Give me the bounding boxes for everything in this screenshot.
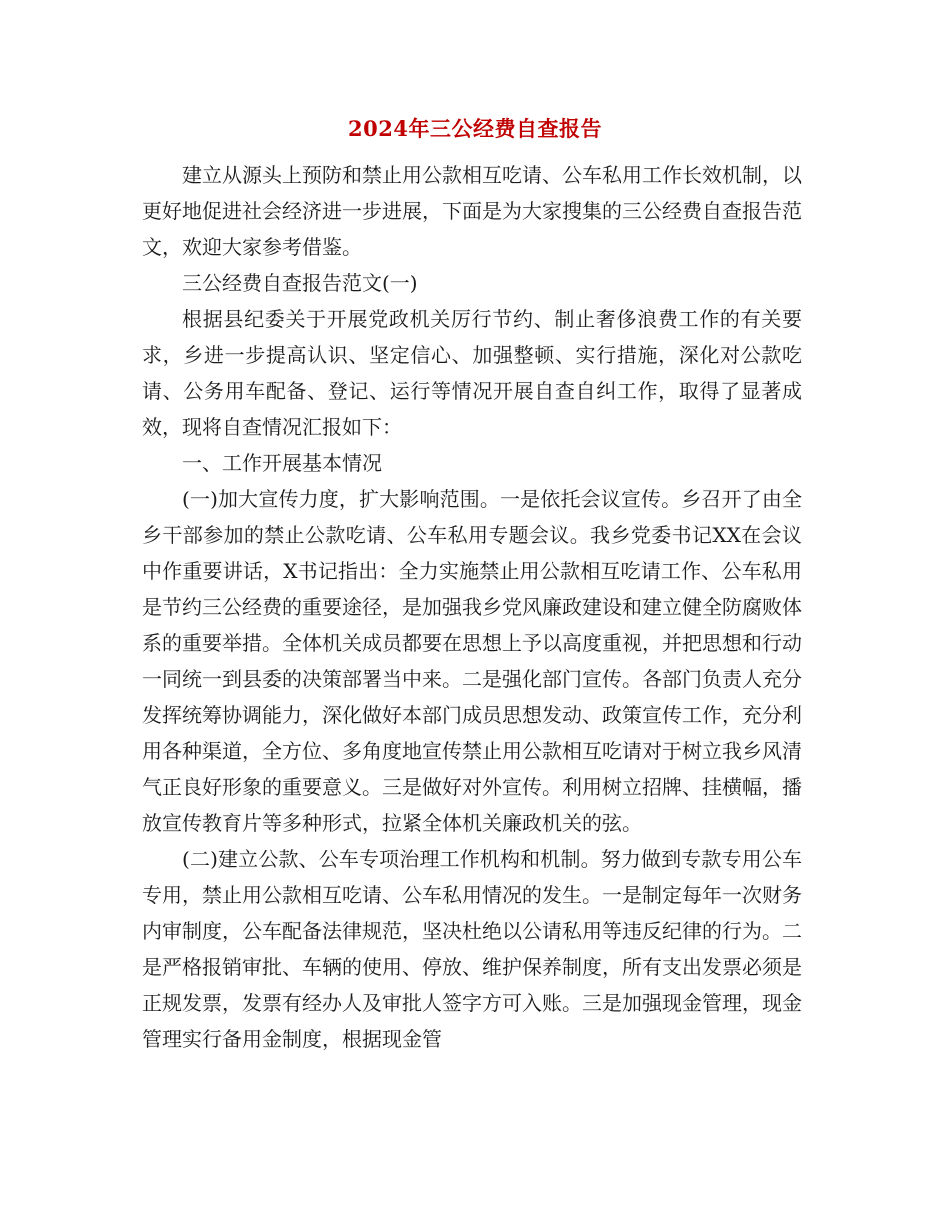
paragraph-overview: 根据县纪委关于开展党政机关厉行节约、制止奢侈浪费工作的有关要求，乡进一步提高认识、坚定信心、加强整顿、实行措施，深化对公款吃请、公务用车配备、登记、运行等情况开展自查自纠工作，取得了显著成效，现将自查情况汇报如下： — [142, 307, 802, 439]
document-title: 2024年三公经费自查报告 — [348, 116, 602, 141]
document-body — [142, 157, 802, 1057]
paragraph-intro: 建立从源头上预防和禁止用公款相互吃请、公车私用工作长效机制，以更好地促进社会经济进一步进展，下面是为大家搜集的三公经费自查报告范文，欢迎大家参考借鉴。 — [142, 163, 802, 259]
paragraph-item-1: (一)加大宣传力度，扩大影响范围。一是依托会议宣传。乡召开了由全乡干部参加的禁止公款吃请、公车私用专题会议。我乡党委书记XX在会议中作重要讲话，X书记指出：全力实施禁止用公款相互吃请工作、公车私用是节约三公经费的重要途径，是加强我乡党风廉政建设和建立健全防腐败体系的重要举措。全体机关成员都要在思想上予以高度重视，并把思想和行动一同统一到县委的决策部署当中来。二是强化部门宣传。各部门负责人充分发挥统筹协调能力，深化做好本部门成员思想发动、政策宣传工作，充分利用各种渠道，全方位、多角度地宣传禁止用公款相互吃请对于树立我乡风清气正良好形象的重要意义。三是做好对外宣传。利用树立招牌、挂横幅，播放宣传教育片等多种形式，拉紧全体机关廉政机关的弦。 — [142, 487, 802, 835]
paragraph-part-heading: 一、工作开展基本情况 — [182, 451, 382, 475]
paragraph-section-heading: 三公经费自查报告范文(一) — [182, 271, 418, 295]
paragraph-item-2: (二)建立公款、公车专项治理工作机构和机制。努力做到专款专用公车专用，禁止用公款相互吃请、公车私用情况的发生。一是制定每年一次财务内审制度，公车配备法律规范，坚决杜绝以公请私用等违反纪律的行为。二是严格报销审批、车辆的使用、停放、维护保养制度，所有支出发票必须是正规发票，发票有经办人及审批人签字方可入账。三是加强现金管理，现金管理实行备用金制度，根据现金管 — [142, 847, 802, 1051]
